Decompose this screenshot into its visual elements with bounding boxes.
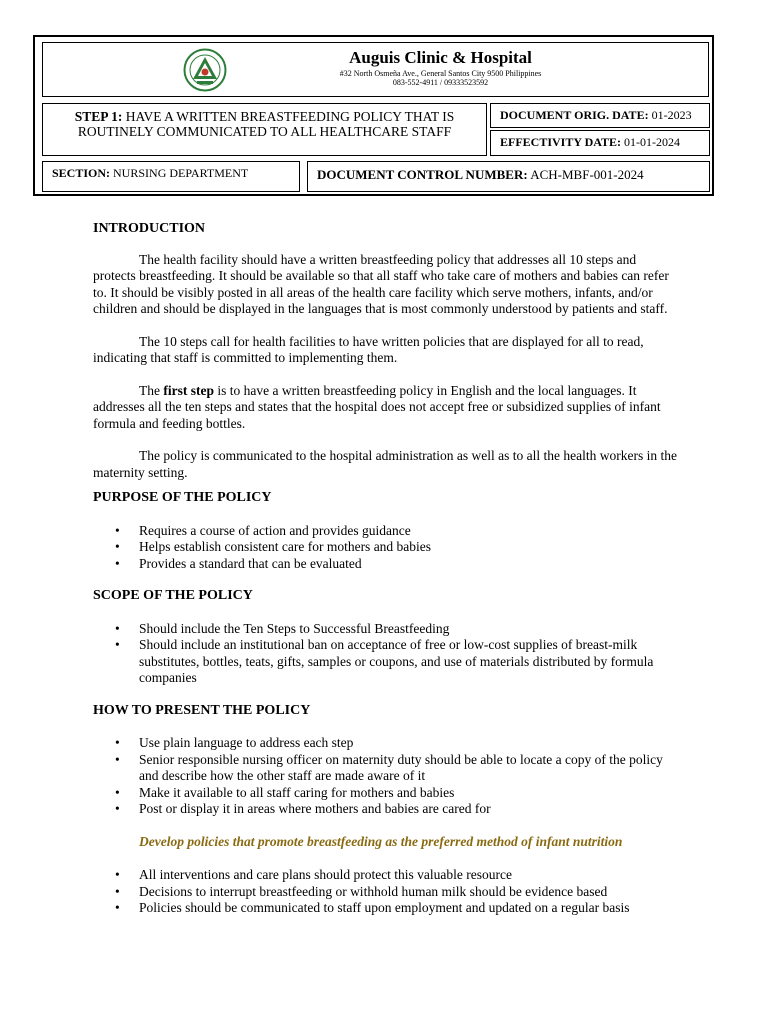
list-item: • Make it available to all staff caring for mothers and babies — [139, 785, 678, 802]
step-label: STEP 1: — [74, 109, 123, 124]
intro-heading: INTRODUCTION — [93, 221, 206, 236]
present-heading: HOW TO PRESENT THE POLICY — [93, 702, 311, 718]
control-label: DOCUMENT CONTROL NUMBER: — [317, 167, 528, 182]
orig-date-label: DOCUMENT ORIG. DATE: — [500, 108, 649, 122]
intro-paragraph-2: The 10 steps call for health facilities to have written policies that are displayed for all to read, indicating that staff is committed to implementing them. — [93, 333, 644, 365]
section-label: SECTION: — [52, 166, 111, 180]
present-list — [93, 735, 678, 818]
list-item: • Requires a course of action and provides guidance — [139, 523, 678, 540]
effectivity-label: EFFECTIVITY DATE: — [500, 135, 622, 149]
highlight-statement: Develop policies that promote breastfeeding as the preferred method of infant nutrition — [139, 833, 623, 849]
list-item: • Post or display it in areas where mothers and babies are cared for — [139, 801, 678, 818]
list-item: • Should include an institutional ban on acceptance of free or low-cost supplies of breast-milk substitutes, bottles, teats, gifts, samples or coupons, and use of materials distributed by formula companies — [139, 637, 678, 687]
clinic-title-box — [42, 42, 709, 97]
list-item: • Policies should be communicated to staff upon employment and updated on a regular basis — [139, 900, 678, 917]
list-item: • Provides a standard that can be evaluated — [139, 556, 678, 573]
section-box — [42, 161, 300, 192]
present-list-2 — [93, 867, 678, 917]
step-title-box — [42, 103, 487, 156]
list-item: • Helps establish consistent care for mothers and babies — [139, 539, 678, 556]
list-item: • Should include the Ten Steps to Successful Breastfeeding — [139, 621, 678, 638]
clinic-name: Auguis Clinic & Hospital — [349, 48, 532, 67]
section-value: NURSING DEPARTMENT — [110, 166, 249, 180]
intro-paragraph-4: The policy is communicated to the hospital administration as well as to all the health workers in the maternity setting. — [93, 448, 677, 480]
p3-bold: first step — [163, 382, 214, 398]
clinic-address: #32 North Osmeña Ave., General Santos City 9500 Philippines — [339, 69, 542, 78]
list-item: • Decisions to interrupt breastfeeding or withhold human milk should be evidence based — [139, 884, 678, 901]
p3-pre: The — [139, 382, 164, 398]
document-body — [93, 221, 678, 917]
list-item: • Senior responsible nursing officer on maternity duty should be able to locate a copy of the policy and describe how the other staff are made aware of it — [139, 752, 678, 785]
document-header — [33, 35, 714, 196]
control-value: ACH-MBF-001-2024 — [527, 167, 644, 182]
purpose-heading: PURPOSE OF THE POLICY — [93, 490, 272, 505]
clinic-phone: 083-552-4911 / 09333523592 — [392, 78, 489, 87]
list-item: • All interventions and care plans should protect this valuable resource — [139, 867, 678, 884]
step-text: HAVE A WRITTEN BREASTFEEDING POLICY THAT IS ROUTINELY COMMUNICATED TO ALL HEALTHCARE STAFF — [77, 109, 455, 139]
p3-post: is to have a written breastfeeding policy in English and the local languages. It addresses all the ten steps and states that the hospital does not accept free or subsidized supplies of infant formula and feeding bottles. — [93, 382, 661, 431]
effectivity-value: 01-01-2024 — [621, 135, 681, 149]
control-number-box — [307, 161, 710, 192]
intro-paragraph-1: The health facility should have a written breastfeeding policy that addresses all 10 steps and protects breastfeeding. It should be available so that all staff who take care of mothers and babies can refer to. It should be visibly posted in all areas of the health care facility which serve mothers, infants, and/or children and should be displayed in the languages that is most commonly understood by patients and staff. — [93, 251, 669, 316]
purpose-list — [93, 523, 678, 573]
intro-paragraph-3 — [93, 383, 678, 433]
orig-date-box — [490, 103, 710, 128]
orig-date-value: 01-2023 — [648, 108, 692, 122]
scope-list — [93, 621, 678, 687]
list-item: • Use plain language to address each step — [139, 735, 678, 752]
effectivity-date-box — [490, 130, 710, 156]
scope-heading: SCOPE OF THE POLICY — [93, 588, 253, 603]
